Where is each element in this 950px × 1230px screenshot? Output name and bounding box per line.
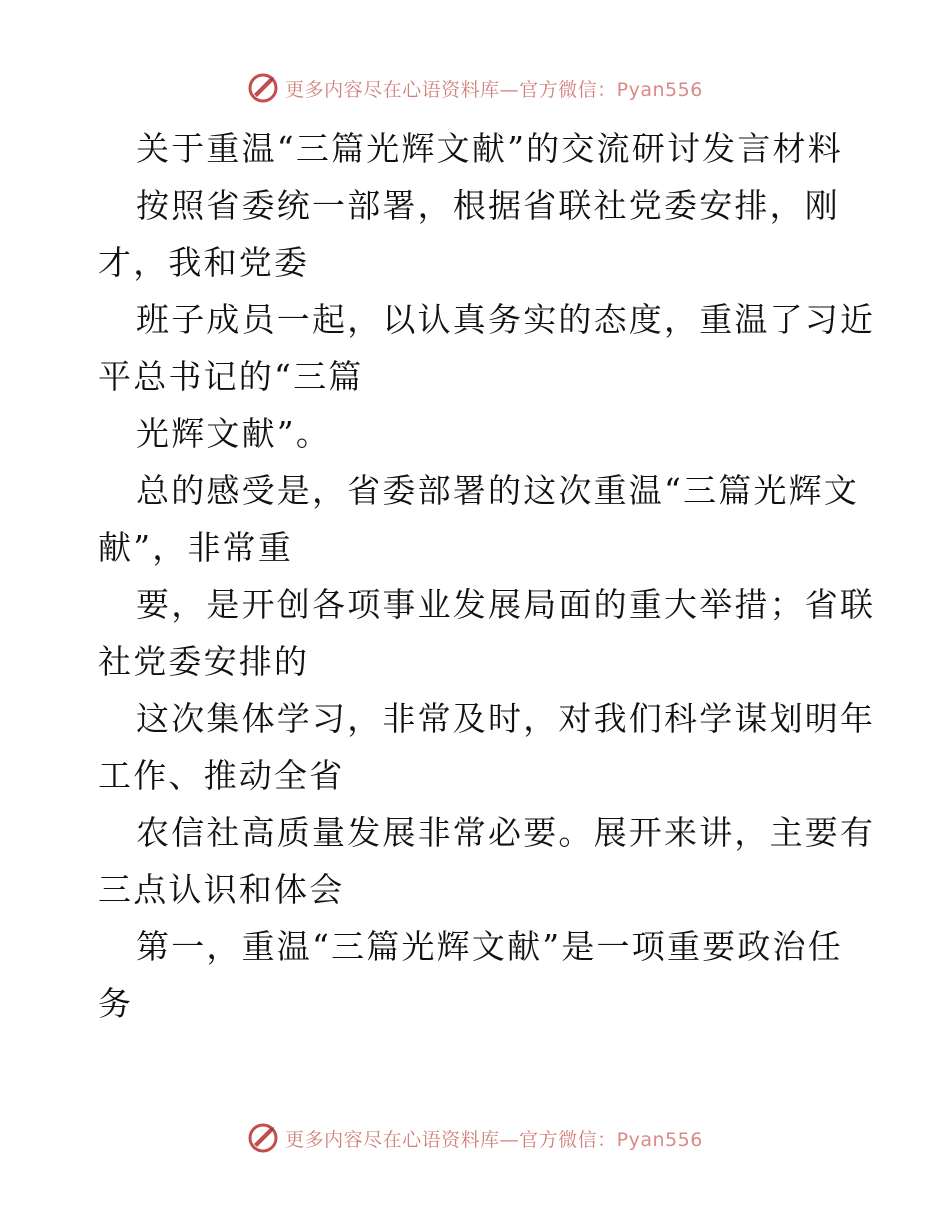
watermark-text (285, 75, 703, 102)
text-line: 班子成员一起，以认真务实的态度，重温了习近 (136, 300, 876, 339)
footer-watermark (0, 1122, 950, 1154)
brand-logo-icon (247, 1122, 279, 1154)
header-watermark (0, 72, 950, 104)
watermark-contact: Pyan556 (616, 1128, 703, 1151)
document-body (98, 120, 876, 1032)
text-line: 工作、推动全省 (98, 756, 345, 795)
text-line: 要，是开创各项事业发展局面的重大举措；省联 (136, 585, 876, 624)
watermark-label: 更多内容尽在心语资料库—官方微信： (285, 1128, 617, 1151)
text-line: 献”，非常重 (98, 528, 294, 567)
brand-logo-icon (247, 72, 279, 104)
text-line: 才，我和党委 (98, 243, 310, 282)
text-line: 三点认识和体会 (98, 870, 345, 909)
text-line: 第一，重温“三篇光辉文献”是一项重要政治任 (136, 927, 843, 966)
text-line: 务 (98, 984, 134, 1023)
text-line: 平总书记的“三篇 (98, 357, 364, 396)
text-line: 光辉文献”。 (136, 414, 332, 453)
watermark-label: 更多内容尽在心语资料库—官方微信： (285, 78, 617, 101)
text-line: 社党委安排的 (98, 642, 310, 681)
text-line: 关于重温“三篇光辉文献”的交流研讨发言材料 (136, 129, 843, 168)
text-line: 农信社高质量发展非常必要。展开来讲，主要有 (136, 813, 876, 852)
text-line: 总的感受是，省委部署的这次重温“三篇光辉文 (136, 471, 860, 510)
watermark-contact: Pyan556 (616, 78, 703, 101)
text-line: 这次集体学习，非常及时，对我们科学谋划明年 (136, 699, 876, 738)
watermark-text (285, 1125, 703, 1152)
text-line: 按照省委统一部署，根据省联社党委安排，刚 (136, 186, 840, 225)
